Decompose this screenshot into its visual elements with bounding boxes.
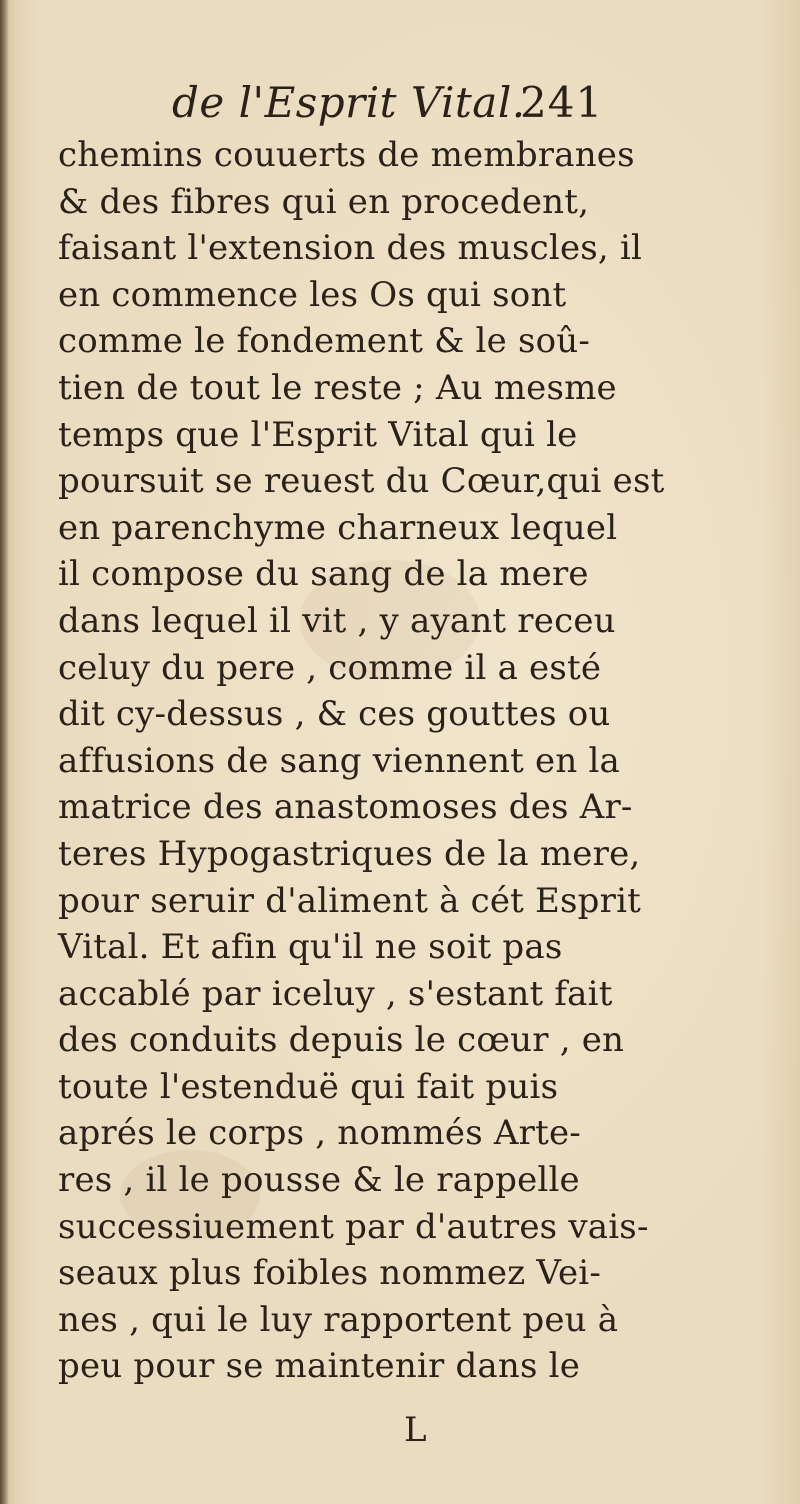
page-number: 241: [520, 78, 604, 127]
text-line: Vital. Et afin qu'il ne soit pas: [58, 927, 563, 968]
text-line: teres Hypogastriques de la mere,: [58, 833, 641, 874]
text-line: & des fibres qui en procedent,: [58, 181, 590, 222]
text-line: poursuit se reuest du Cœur,qui est: [58, 461, 665, 502]
text-line: seaux plus foibles nommez Vei-: [58, 1253, 602, 1294]
text-line: celuy du pere , comme il a esté: [58, 647, 602, 688]
text-line: accablé par iceluy , s'estant fait: [58, 973, 613, 1014]
text-line: faisant l'extension des muscles, il: [58, 228, 643, 269]
text-line: en parenchyme charneux lequel: [58, 507, 618, 548]
text-line: temps que l'Esprit Vital qui le: [58, 414, 578, 455]
text-line: en commence les Os qui sont: [58, 274, 567, 315]
text-line: dit cy-dessus , & ces gouttes ou: [58, 694, 611, 735]
text-line: chemins couuerts de membranes: [58, 135, 635, 175]
text-line: il compose du sang de la mere: [58, 554, 589, 595]
text-line: tien de tout le reste ; Au mesme: [58, 367, 617, 408]
text-line: res , il le pousse & le rappelle: [58, 1160, 580, 1201]
text-line: pour seruir d'aliment à cét Esprit: [58, 880, 642, 921]
text-line: nes , qui le luy rapportent peu à: [58, 1299, 619, 1340]
text-line: affusions de sang viennent en la: [58, 740, 621, 781]
text-line: dans lequel il vit , y ayant receu: [58, 600, 616, 641]
text-line: des conduits depuis le cœur , en: [58, 1020, 625, 1061]
text-line: matrice des anastomoses des Ar-: [58, 787, 633, 828]
binding-gutter: [0, 0, 9, 1504]
text-line: toute l'estenduë qui fait puis: [58, 1066, 559, 1107]
text-line: successiuement par d'autres vais-: [58, 1206, 649, 1247]
text-line: comme le fondement & le soû-: [58, 321, 591, 362]
running-title: de l'Esprit Vital.: [172, 78, 526, 127]
running-head: [172, 78, 602, 128]
text-line: peu pour se maintenir dans le: [58, 1346, 581, 1387]
signature-mark: L: [404, 1410, 427, 1450]
text-line: aprés le corps , nommés Arte-: [58, 1113, 581, 1154]
body-text: [58, 132, 665, 1390]
